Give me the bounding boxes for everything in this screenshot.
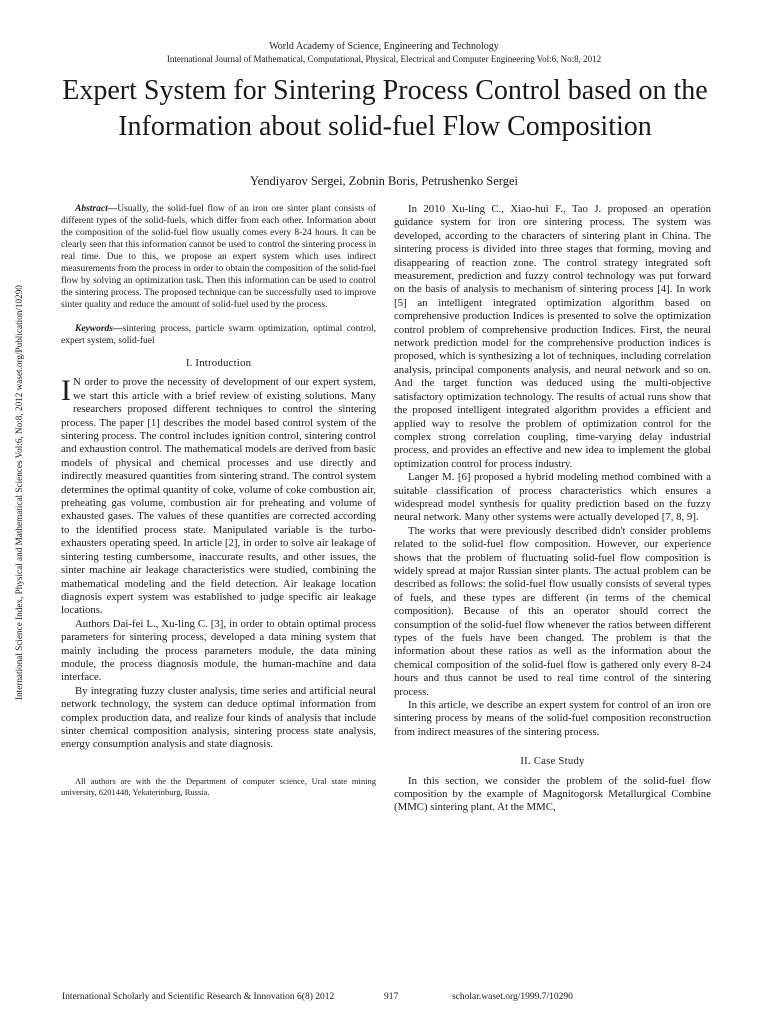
abstract-text: Usually, the solid-fuel flow of an iron ore sinter plant consists of different types of the solid-fuels, which differ from each other. Information about the composition of the solid-fuel flow usually comes every 8-24 hours. It can be clearly seen that this information cannot be used to control the sintering process in real time. Due to this, we propose an expert system which uses indirect measurements from the process in order to obtain the composition of the solid-fuel flow by solving an optimization task. Then this information can be used to control the sintering process. The proposed technique can be successfully used to improve sinter quality and reduce the amount of solid-fuel used by the process. [61,204,376,310]
intro-paragraph-5: Langer M. [6] proposed a hybrid modeling method combined with a suitable classification of process characteristics which ensures a widespread model synthesis for quality prediction based on the fuzzy neural network. Many other systems were actually developed [7, 8, 9]. [394,471,711,524]
journal-header: International Journal of Mathematical, Computational, Physical, Electrical and Computer Engineering Vol:6, No:8, 2012 [166,54,602,64]
affiliation-footnote: All authors are with the the Department of computer science, Ural state mining university, 6201448, Yekaterinburg, Russia. [61,775,376,797]
page-number: 917 [384,992,399,1002]
publisher-header: World Academy of Science, Engineering and Technology [269,41,499,52]
drop-cap: I [61,374,71,408]
paper-authors: Yendiyarov Sergei, Zobnin Boris, Petrushenko Sergei [249,174,519,188]
intro-paragraph-7: In this article, we describe an expert system for control of an iron ore sintering process by means of the solid-fuel composition reconstruction from indirect measures of the sintering process. [394,699,711,738]
keywords-text: sintering process, particle swarm optimization, optimal control, expert system, solid-fuel [61,324,376,346]
intro-paragraph-6: The works that were previously described didn't consider problems related to the solid-fuel flow composition. However, our experience shows that the problem of fluctuating solid-fuel flow composition is widely spread at major Russian sinter plants. The actual problem can be described as follows: the solid-fuel flow usually consists of several types of fuels, and these types are different (in terms of the chemical composition). Because of this an operator should correct the consumption of the solid-fuel flow whenever the ratios between different types of the fuels have been changed. The problem is that the information about these ratios as well as the information about the chemical composition of the solid-fuel flow is gathered only every 8-24 hours and thus cannot be used to real time control of the sintering process. [394,524,711,698]
section-2-heading: II. Case Study [520,755,585,768]
intro-paragraph-4: In 2010 Xu-ling C., Xiao-hui F., Tao J. proposed an operation guidance system for iron ore sintering process. The system was developed, according to the characters of sintering plant in China. The sintering process is divided into three stages that forming, moving and disappearing of reaction zone. The control strategy integrated soft measurement, prediction and fuzzy control technology was put forward on the basis of analysis to mechanism of sintering process [4]. In work [5] an intelligent integrated optimization algorithm based on comprehensive production Indices is presented to solve the optimization control problem of comprehensive production Indices. First, the neural network prediction model for the comprehensive production indices is proposed, which is synthesizing a lot of techniques, including correlation analysis, principal components analysis, and neural network and so on. And the target function was deduced using the multi-objective satisfactory optimization technology. The results of actual runs show that the proposed intelligent integrated algorithm provides a efficient and applied way to resolve the problem of optimization control for the complex strong correlation coupling, time-varying delay industrial process, and provides an effective and new idea to implement the global optimization control for process industry. [394,203,711,470]
keywords [61,323,376,347]
side-citation: International Science Index, Physical and Mathematical Sciences Vol:6, No:8, 2012 waset.org/Publication/10290 [14,285,24,700]
right-column [394,203,711,815]
intro-paragraph-1: I N order to prove the necessity of development of our expert system, we start this article with a brief review of existing solutions. Many researchers proposed different techniques to control the sintering process. The paper [1] describes the model based control system of the sintering process. The control includes ignition control, sintering control and exhaustion control. The mathematical models are derived from basic models of physical and chemical processes and use directly and indirectly measured quantities from sintering strand. The control system determines the optimal quantity of coke, volume of coke combustion air, preheating gas volume, combustion air for preheating and volume of exhausted gases. The values of these quantities are corrected according to the identified process state. Manipulated variable is the turbo-exhausters operating speed. In article [2], in order to solve air leakage of sintering testing cumbersome, inaccurate results, and other issues, the sinter machine air leakage characteristics were studied, combining the mathematical modeling and the field detection. Air leakage location diagnosis expert system was established to judge specific air leakage locations. [61,374,376,617]
intro-paragraph-3: By integrating fuzzy cluster analysis, time series and artificial neural network technology, the system can deduce optimal information from complex production data, and realize four kinds of analysis that include sinter chemical composition analysis, sintering process state analysis, energy consumption analysis and state diagnosis. [61,684,376,751]
footer-url[interactable]: scholar.waset.org/1999.7/10290 [452,992,573,1002]
keywords-label: Keywords— [75,324,123,334]
intro-paragraph-2: Authors Dai-fei L., Xu-ling C. [3], in order to obtain optimal process parameters for sintering process, developed a data mining system that mainly including the process parameters module, the data mining module, the process diagnosis module, the human-machine and data interface. [61,617,376,684]
paper-title: Expert System for Sintering Process Control based on the Information about solid-fuel Flow Composition [62,75,708,142]
abstract-label: Abstract— [75,204,118,214]
left-column [61,203,376,798]
case-study-paragraph-1: In this section, we consider the problem of the solid-fuel flow composition by the example of Magnitogorsk Metallurgical Combine (MMC) sintering plant. At the MMC, [394,774,711,814]
footer-publisher: International Scholarly and Scientific Research & Innovation 6(8) 2012 [62,992,335,1002]
section-1-heading: I. Introduction [185,357,252,369]
abstract [61,203,376,311]
